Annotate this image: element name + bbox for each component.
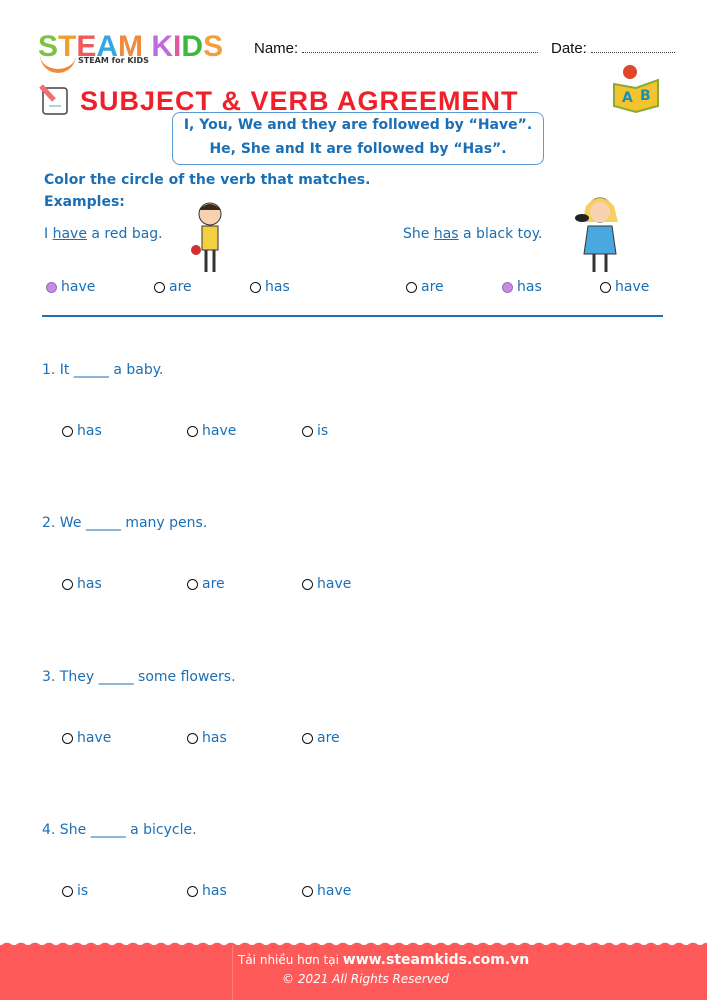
example1-option-has[interactable]: has <box>250 279 290 295</box>
example1-option-are[interactable]: are <box>154 279 192 295</box>
question-2-option-has[interactable] <box>62 576 102 592</box>
date-line[interactable] <box>591 40 675 53</box>
steam-kids-logo: STEAM KIDS <box>38 30 224 63</box>
radio-circle-selected[interactable] <box>46 282 57 293</box>
radio-circle[interactable] <box>302 426 313 437</box>
radio-circle[interactable] <box>302 579 313 590</box>
question-4-option-is[interactable] <box>62 883 88 899</box>
option-label: is <box>77 883 89 899</box>
question-1-option-have[interactable] <box>187 423 236 439</box>
question-3-option-have[interactable] <box>62 730 111 746</box>
examples-label: Examples: <box>44 194 125 210</box>
radio-circle[interactable] <box>62 426 73 437</box>
question-1-option-has[interactable] <box>62 423 102 439</box>
pencil-paper-icon <box>38 82 72 116</box>
date-label: Date: <box>551 40 587 57</box>
radio-circle[interactable] <box>406 282 417 293</box>
logo-subtitle: STEAM for KIDS <box>78 56 149 65</box>
example2-option-has[interactable]: has <box>502 279 542 295</box>
option-label: are <box>202 576 225 592</box>
rule-have: I, You, We and they are followed by “Have”. <box>183 117 533 133</box>
example-sentence-1: I have a red bag. <box>44 226 163 242</box>
option-label: are <box>317 730 340 746</box>
radio-circle[interactable] <box>187 886 198 897</box>
girl-with-toy-illustration <box>574 192 624 276</box>
option-label: is <box>317 423 329 439</box>
abc-book-icon <box>608 62 664 118</box>
example2-option-are[interactable]: are <box>406 279 444 295</box>
rule-has: He, She and It are followed by “Has”. <box>209 141 507 157</box>
option-label: has <box>77 576 102 592</box>
question-4-option-has[interactable] <box>187 883 227 899</box>
radio-circle[interactable] <box>187 733 198 744</box>
radio-circle[interactable] <box>187 426 198 437</box>
question-3-option-are[interactable] <box>302 730 340 746</box>
name-field[interactable] <box>254 40 538 57</box>
example2-option-have[interactable]: have <box>600 279 649 295</box>
name-line[interactable] <box>302 40 538 53</box>
example1-option-have[interactable]: have <box>46 279 95 295</box>
radio-circle[interactable] <box>62 733 73 744</box>
footer-website: Tải nhiều hơn tại www.steamkids.com.vn <box>238 952 530 968</box>
option-label: has <box>202 730 227 746</box>
question-1-option-is[interactable] <box>302 423 328 439</box>
question-3: 3. They _____ some flowers. <box>42 669 236 685</box>
radio-circle[interactable] <box>154 282 165 293</box>
question-1: 1. It _____ a baby. <box>42 362 164 378</box>
option-label: has <box>202 883 227 899</box>
question-4-option-have[interactable] <box>302 883 351 899</box>
question-2: 2. We _____ many pens. <box>42 515 208 531</box>
question-2-option-are[interactable] <box>187 576 225 592</box>
svg-text:B: B <box>640 88 651 104</box>
question-2-option-have[interactable] <box>302 576 351 592</box>
radio-circle[interactable] <box>600 282 611 293</box>
radio-circle[interactable] <box>302 733 313 744</box>
page-title: SUBJECT & VERB AGREEMENT <box>80 86 519 116</box>
footer-copyright: © 2021 All Rights Reserved <box>282 972 449 986</box>
website-link[interactable]: www.steamkids.com.vn <box>342 952 530 968</box>
radio-circle[interactable] <box>62 886 73 897</box>
option-label: have <box>317 576 352 592</box>
divider <box>42 315 663 317</box>
logo-swoosh <box>40 55 76 73</box>
radio-circle[interactable] <box>250 282 261 293</box>
girl-illustration <box>190 198 230 278</box>
option-label: have <box>77 730 112 746</box>
radio-circle-selected[interactable] <box>502 282 513 293</box>
option-label: have <box>317 883 352 899</box>
radio-circle[interactable] <box>187 579 198 590</box>
question-3-option-has[interactable] <box>187 730 227 746</box>
radio-circle[interactable] <box>62 579 73 590</box>
rule-box <box>172 112 544 165</box>
example-sentence-2: She has a black toy. <box>403 226 543 242</box>
option-label: has <box>77 423 102 439</box>
footer-divider <box>232 945 233 1000</box>
radio-circle[interactable] <box>302 886 313 897</box>
date-field[interactable] <box>551 40 675 57</box>
instructions: Color the circle of the verb that matches. <box>44 172 371 188</box>
question-4: 4. She _____ a bicycle. <box>42 822 197 838</box>
name-label: Name: <box>254 40 299 57</box>
option-label: have <box>202 423 237 439</box>
svg-text:A: A <box>622 90 633 106</box>
